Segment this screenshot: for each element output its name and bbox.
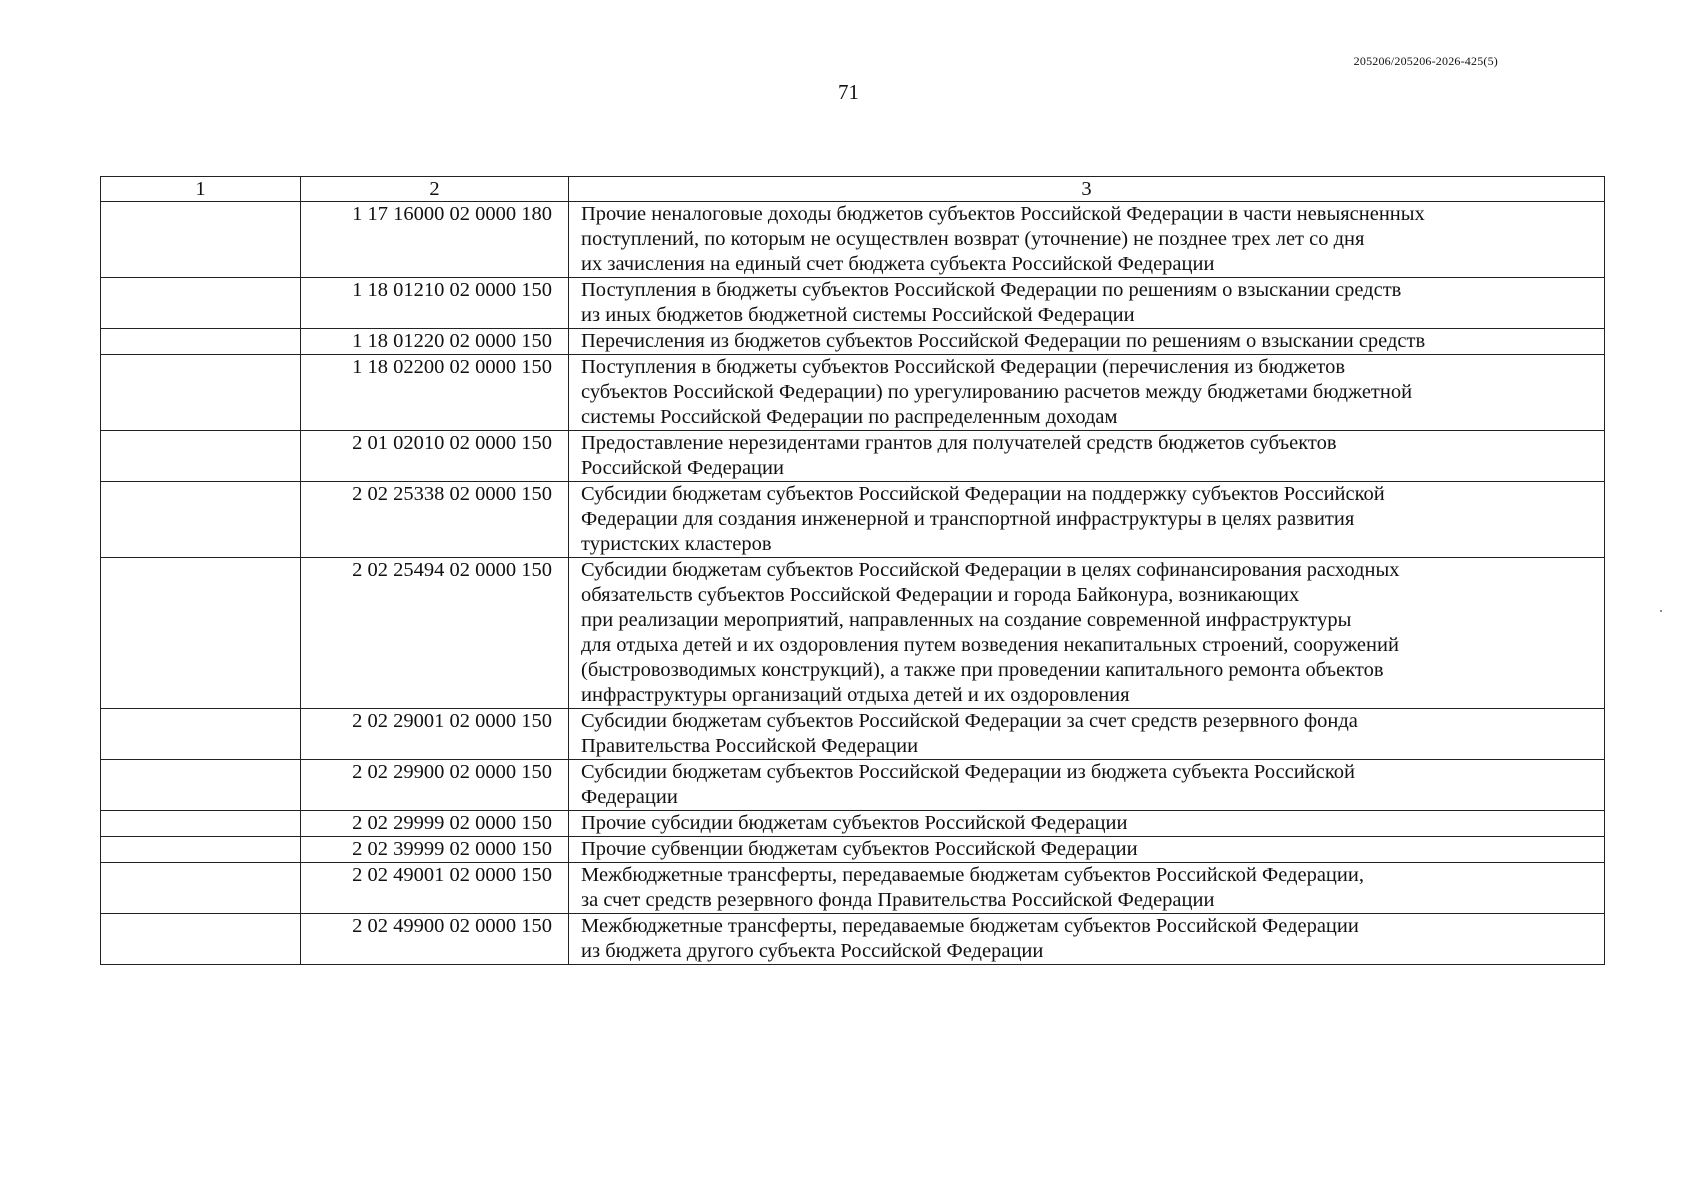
- description-line: системы Российской Федерации по распределенным доходам: [581, 406, 1118, 428]
- budget-code-cell: 2 02 29001 02 0000 150: [301, 709, 569, 760]
- description-cell: [569, 355, 1605, 431]
- table-row: [101, 837, 1605, 863]
- cell-column-1: [101, 482, 301, 558]
- description-line: Прочие субвенции бюджетам субъектов Российской Федерации: [581, 838, 1138, 860]
- description-line: поступлений, по которым не осуществлен возврат (уточнение) не позднее трех лет со дня: [581, 228, 1365, 250]
- description-line: их зачисления на единый счет бюджета субъекта Российской Федерации: [581, 253, 1215, 275]
- description-cell: [569, 811, 1605, 837]
- budget-classification-table: [100, 176, 1605, 965]
- cell-column-1: [101, 278, 301, 329]
- description-cell: [569, 863, 1605, 914]
- budget-code-cell: 2 02 39999 02 0000 150: [301, 837, 569, 863]
- description-line: Поступления в бюджеты субъектов Российской Федерации (перечисления из бюджетов: [581, 356, 1346, 378]
- description-line: Межбюджетные трансферты, передаваемые бюджетам субъектов Российской Федерации,: [581, 864, 1364, 886]
- cell-column-1: [101, 863, 301, 914]
- cell-column-1: [101, 202, 301, 278]
- budget-code-cell: 1 18 02200 02 0000 150: [301, 355, 569, 431]
- description-cell: [569, 837, 1605, 863]
- budget-code-cell: 1 17 16000 02 0000 180: [301, 202, 569, 278]
- column-header-2: 2: [301, 177, 569, 202]
- description-line: за счет средств резервного фонда Правительства Российской Федерации: [581, 889, 1215, 911]
- description-line: Правительства Российской Федерации: [581, 735, 919, 757]
- description-line: при реализации мероприятий, направленных на создание современной инфраструктуры: [581, 609, 1352, 631]
- table-header-row: [101, 177, 1605, 202]
- description-cell: [569, 278, 1605, 329]
- description-line: Субсидии бюджетам субъектов Российской Федерации из бюджета субъекта Российской: [581, 761, 1355, 783]
- description-line: (быстровозводимых конструкций), а также при проведении капитального ремонта объектов: [581, 659, 1384, 681]
- description-line: из бюджета другого субъекта Российской Федерации: [581, 940, 1044, 962]
- description-line: Предоставление нерезидентами грантов для получателей средств бюджетов субъектов: [581, 432, 1337, 454]
- column-header-3: 3: [569, 177, 1605, 202]
- budget-code-cell: 2 02 29999 02 0000 150: [301, 811, 569, 837]
- description-line: Федерации: [581, 786, 678, 808]
- cell-column-1: [101, 914, 301, 965]
- table-row: [101, 863, 1605, 914]
- table-row: [101, 760, 1605, 811]
- description-line: Поступления в бюджеты субъектов Российской Федерации по решениям о взыскании средств: [581, 279, 1402, 301]
- budget-code-cell: 2 02 29900 02 0000 150: [301, 760, 569, 811]
- description-cell: [569, 914, 1605, 965]
- description-cell: [569, 431, 1605, 482]
- budget-code-cell: 2 02 25338 02 0000 150: [301, 482, 569, 558]
- budget-code-cell: 1 18 01210 02 0000 150: [301, 278, 569, 329]
- description-line: обязательств субъектов Российской Федерации и города Байконура, возникающих: [581, 584, 1300, 606]
- description-cell: [569, 329, 1605, 355]
- document-code: 205206/205206-2026-425(5): [1353, 54, 1498, 68]
- budget-code-cell: 2 02 49900 02 0000 150: [301, 914, 569, 965]
- budget-code-cell: 1 18 01220 02 0000 150: [301, 329, 569, 355]
- table-row: [101, 811, 1605, 837]
- table-row: [101, 329, 1605, 355]
- cell-column-1: [101, 355, 301, 431]
- cell-column-1: [101, 558, 301, 709]
- description-line: Прочие неналоговые доходы бюджетов субъектов Российской Федерации в части невыясненных: [581, 203, 1425, 225]
- description-cell: [569, 558, 1605, 709]
- description-cell: [569, 760, 1605, 811]
- table-row: [101, 914, 1605, 965]
- table-row: [101, 558, 1605, 709]
- description-cell: [569, 709, 1605, 760]
- cell-column-1: [101, 760, 301, 811]
- description-line: Федерации для создания инженерной и транспортной инфраструктуры в целях развития: [581, 508, 1355, 530]
- budget-code-cell: 2 01 02010 02 0000 150: [301, 431, 569, 482]
- description-line: для отдыха детей и их оздоровления путем возведения некапитальных строений, сооружений: [581, 634, 1399, 656]
- table-row: [101, 431, 1605, 482]
- description-line: Субсидии бюджетам субъектов Российской Федерации за счет средств резервного фонда: [581, 710, 1358, 732]
- scan-speck: [1660, 610, 1662, 612]
- description-line: инфраструктуры организаций отдыха детей и их оздоровления: [581, 684, 1130, 706]
- cell-column-1: [101, 811, 301, 837]
- description-line: Перечисления из бюджетов субъектов Российской Федерации по решениям о взыскании средств: [581, 330, 1426, 352]
- column-header-1: 1: [101, 177, 301, 202]
- table-row: [101, 355, 1605, 431]
- description-line: из иных бюджетов бюджетной системы Российской Федерации: [581, 304, 1135, 326]
- description-cell: [569, 482, 1605, 558]
- table-body: [101, 202, 1605, 965]
- cell-column-1: [101, 709, 301, 760]
- description-line: субъектов Российской Федерации) по урегулированию расчетов между бюджетами бюджетной: [581, 381, 1413, 403]
- cell-column-1: [101, 837, 301, 863]
- budget-code-cell: 2 02 49001 02 0000 150: [301, 863, 569, 914]
- description-cell: [569, 202, 1605, 278]
- cell-column-1: [101, 431, 301, 482]
- cell-column-1: [101, 329, 301, 355]
- table-row: [101, 278, 1605, 329]
- budget-code-cell: 2 02 25494 02 0000 150: [301, 558, 569, 709]
- description-line: Российской Федерации: [581, 457, 784, 479]
- table-row: [101, 709, 1605, 760]
- description-line: Прочие субсидии бюджетам субъектов Российской Федерации: [581, 812, 1128, 834]
- page-number: 71: [838, 80, 859, 104]
- description-line: туристских кластеров: [581, 533, 772, 555]
- table-row: [101, 202, 1605, 278]
- description-line: Межбюджетные трансферты, передаваемые бюджетам субъектов Российской Федерации: [581, 915, 1359, 937]
- table-row: [101, 482, 1605, 558]
- description-line: Субсидии бюджетам субъектов Российской Федерации на поддержку субъектов Российской: [581, 483, 1385, 505]
- description-line: Субсидии бюджетам субъектов Российской Федерации в целях софинансирования расходных: [581, 559, 1400, 581]
